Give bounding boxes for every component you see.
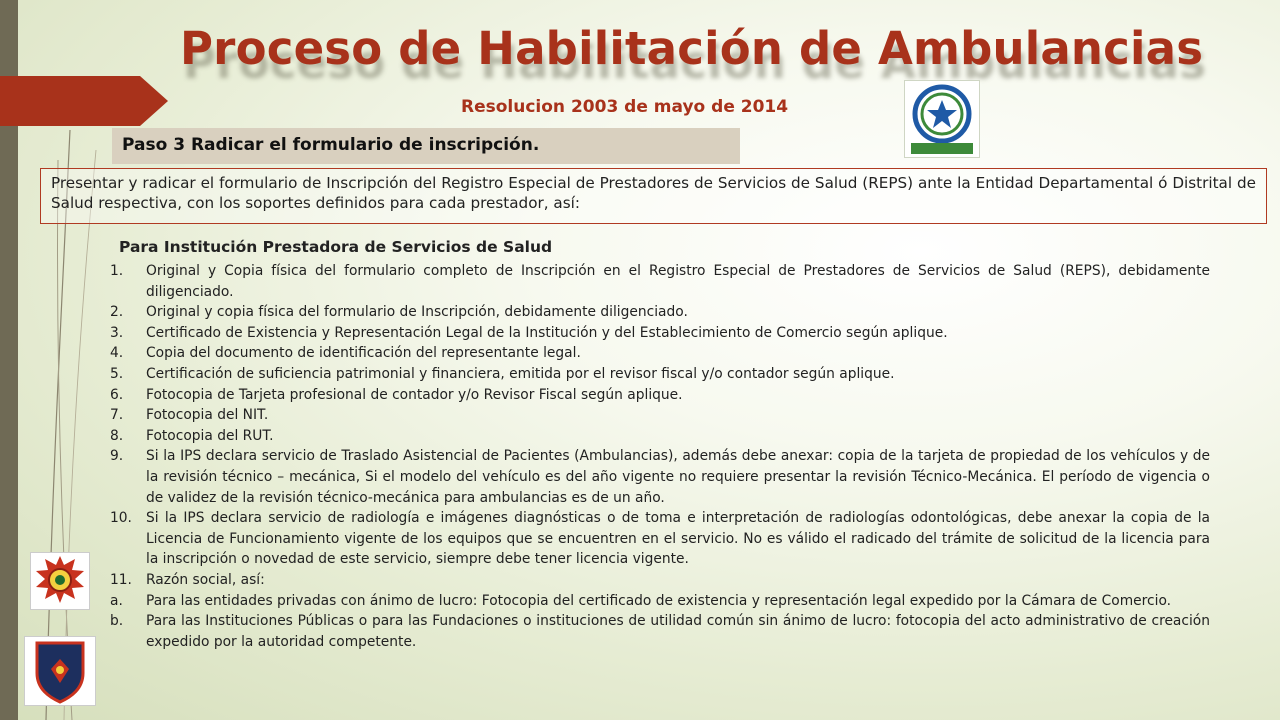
list-item-number: 3. [110, 324, 124, 341]
list-item-number: 4. [110, 345, 124, 362]
list-item-number: 5. [110, 365, 124, 382]
list-item-text: Fotocopia del RUT. [146, 427, 274, 444]
list-item-number: 8. [110, 427, 124, 444]
list-item-number: 11. [110, 571, 132, 588]
list-item-number: 1. [110, 263, 124, 279]
list-item-text: Razón social, así: [146, 571, 265, 588]
list-item-text: Original y copia física del formulario de Inscripción, debidamente diligenciado. [146, 304, 688, 321]
list-item [110, 611, 1210, 652]
list-item-text: Fotocopia de Tarjeta profesional de contador y/o Revisor Fiscal según aplique. [146, 386, 683, 403]
requirements-list [110, 261, 1210, 652]
list-item-number: a. [110, 592, 123, 609]
list-item [110, 426, 1210, 447]
list-item [110, 446, 1210, 508]
list-item [110, 343, 1210, 364]
list-item-text: Certificación de suficiencia patrimonial y financiera, emitida por el revisor fiscal y/o contador según aplique. [146, 365, 895, 382]
list-item-number: 7. [110, 407, 124, 424]
list-item-text: Para las Instituciones Públicas o para las Fundaciones o instituciones de utilidad común sin ánimo de lucro: fotocopia del acto administrativo de creación expedido por la autoridad competente. [146, 613, 1210, 650]
ministry-seal-logo [904, 80, 980, 158]
intro-text: Presentar y radicar el formulario de Inscripción del Registro Especial de Prestadores de Servicios de Salud (REPS) ante la Entidad Departamental ó Distrital de Salud respectiva, con los soportes definidos para cada prestador, así: [51, 174, 1256, 212]
list-item-number: 2. [110, 304, 124, 321]
step-header [112, 128, 740, 164]
list-item-text: Fotocopia del NIT. [146, 407, 269, 424]
list-item-number: b. [110, 613, 124, 630]
list-item-text: Si la IPS declara servicio de radiología e imágenes diagnósticas o de toma e interpretación de radiologías odontológicas, debe anexar la copia de la Licencia de Funcionamiento vigente de los equipos que se encuentren en el servicio. No es válido el radicado del trámite de solicitud de la licencia para la inscripción o novedad de este servicio, siempre debe tener licencia vigente. [146, 510, 1210, 568]
firefighter-emblem-logo [30, 552, 90, 610]
list-item [110, 591, 1210, 612]
list-item [110, 364, 1210, 385]
list-item [110, 261, 1210, 302]
list-item-text: Original y Copia física del formulario completo de Inscripción en el Registro Especial de Prestadores de Servicios de Salud (REPS), debidamente diligenciado. [146, 263, 1210, 300]
list-item [110, 508, 1210, 570]
list-item-text: Si la IPS declara servicio de Traslado Asistencial de Pacientes (Ambulancias), además debe anexar: copia de la tarjeta de propiedad de los vehículos y de la revisión técnico – mecánica, Si el modelo del vehículo es del año vigente no requiere presentar la revisión Técnico-Mecánica. El período de vigencia o de validez de la revisión técnico-mecánica para ambulancias es de un año. [146, 448, 1210, 506]
list-item-text: Copia del documento de identificación del representante legal. [146, 345, 581, 362]
page-subtitle: Resolucion 2003 de mayo de 2014 [461, 97, 789, 117]
list-item-number: 10. [110, 510, 132, 527]
bomberos-shield-logo [24, 636, 96, 706]
list-item-number: 9. [110, 448, 124, 465]
list-item-text: Para las entidades privadas con ánimo de lucro: Fotocopia del certificado de existencia y representación legal expedido por la Cámara de Comercio. [146, 592, 1172, 609]
list-item [110, 302, 1210, 323]
title-arrow-shape [0, 76, 168, 126]
list-item-text: Certificado de Existencia y Representación Legal de la Institución y del Establecimiento de Comercio según aplique. [146, 324, 948, 341]
list-item [110, 385, 1210, 406]
step-label: Paso 3 Radicar el formulario de inscripción. [122, 135, 540, 155]
list-item [110, 405, 1210, 426]
list-item [110, 323, 1210, 344]
list-item-number: 6. [110, 386, 124, 403]
section-heading: Para Institución Prestadora de Servicios de Salud [119, 238, 553, 256]
list-item [110, 570, 1210, 591]
page-title: Proceso de Habilitación de Ambulancias [180, 22, 1204, 75]
intro-box [40, 168, 1267, 224]
